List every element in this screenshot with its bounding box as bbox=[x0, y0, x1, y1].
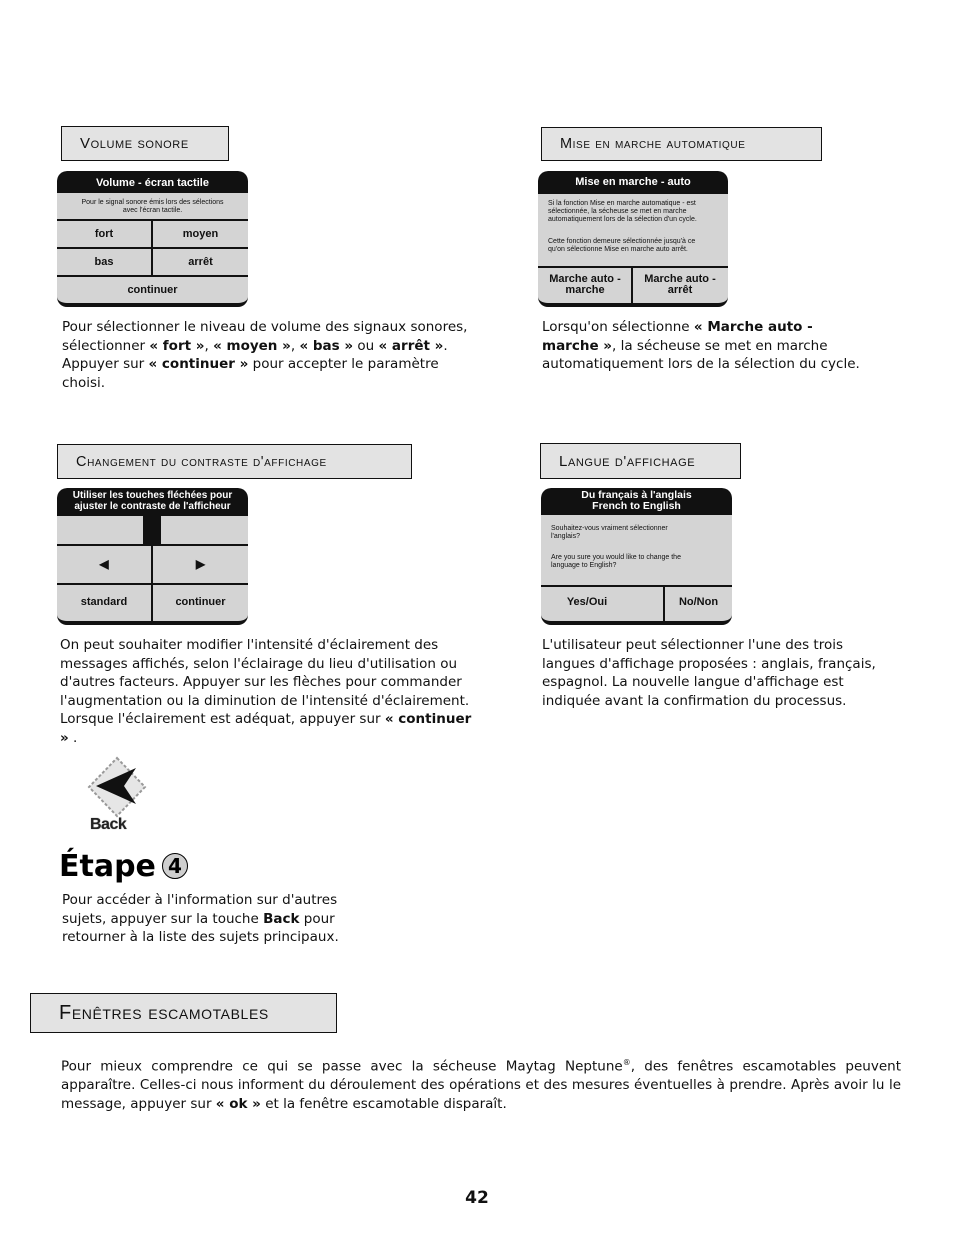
contrast-heading: Changement du contraste d'affichage bbox=[57, 444, 412, 479]
contrast-standard-button[interactable]: standard bbox=[80, 595, 128, 608]
contrast-description: On peut souhaiter modifier l'intensité d'éclairement des messages affichés, selon l'éclairage du lieu d'utilisation ou d'autres facteurs. Appuyer sur les flèches pour commander l'augmentation ou la diminution de l'intensité d'éclairement. Lorsque l'éclairement est adéquat, appuyer sur « continuer » . bbox=[60, 637, 472, 746]
popups-description: Pour mieux comprendre ce qui se passe avec la sécheuse Maytag Neptune®, des fenêtres escamotables peuvent apparaître. Celles-ci nous informent du déroulement des opérations et des mesures éventuelles à prendre. Après avoir lu le message, appuyer sur « ok » et la fenêtre escamotable disparaît. bbox=[61, 1058, 901, 1112]
volume-moyen-button[interactable]: moyen bbox=[182, 227, 219, 240]
step-title: Étape 4 bbox=[59, 849, 188, 884]
volume-fort-button[interactable]: fort bbox=[94, 227, 114, 240]
auto-start-screen-message-2: Cette fonction demeure sélectionnée jusqu'à ce qu'on sélectionne Mise en marche auto arrêt. bbox=[548, 238, 696, 253]
contrast-decrease-button[interactable] bbox=[57, 546, 151, 583]
language-screen-message-fr: Souhaitez-vous vraiment sélectionner l'anglais? bbox=[551, 525, 668, 540]
volume-arret-button[interactable]: arrêt bbox=[188, 255, 213, 268]
auto-start-on-button[interactable]: Marche auto - marche bbox=[549, 273, 621, 296]
contrast-increase-button[interactable] bbox=[153, 546, 248, 583]
volume-screen bbox=[57, 171, 248, 307]
volume-screen-header: Volume - écran tactile bbox=[57, 171, 248, 193]
auto-start-heading: Mise en marche automatique bbox=[541, 127, 822, 161]
popups-heading: Fenêtres escamotables bbox=[30, 993, 337, 1033]
auto-start-screen bbox=[538, 171, 728, 307]
volume-description: Pour sélectionner le niveau de volume des signaux sonores, sélectionner « fort », « moyen », « bas » ou « arrêt ». Appuyer sur « continuer » pour accepter le paramètre choisi. bbox=[62, 319, 468, 391]
auto-start-screen-header: Mise en marche - auto bbox=[538, 171, 728, 194]
auto-start-off-button[interactable]: Marche auto - arrêt bbox=[644, 273, 716, 296]
back-label: Back bbox=[90, 816, 127, 833]
language-screen-header: Du français à l'anglais French to English bbox=[541, 488, 732, 515]
language-yes-button[interactable]: Yes/Oui bbox=[566, 595, 608, 608]
language-description: L'utilisateur peut sélectionner l'une des trois langues d'affichage proposées : anglais, français, espagnol. La nouvelle langue d'affichage est indiquée avant la confirmation du processus. bbox=[542, 637, 876, 709]
right-arrow-icon: ▶ bbox=[195, 557, 206, 571]
left-arrow-icon: ◀ bbox=[99, 557, 109, 571]
volume-screen-message: Pour le signal sonore émis lors des sélections avec l'écran tactile. bbox=[81, 199, 224, 214]
page-number: 42 bbox=[465, 1188, 489, 1208]
back-arrow-icon bbox=[86, 756, 148, 818]
contrast-screen-header: Utiliser les touches fléchées pour ajuster le contraste de l'afficheur bbox=[57, 488, 248, 516]
contrast-screen bbox=[57, 488, 248, 625]
volume-bas-button[interactable]: bas bbox=[94, 255, 114, 268]
volume-continuer-button[interactable]: continuer bbox=[127, 283, 178, 296]
contrast-continuer-button[interactable]: continuer bbox=[175, 595, 226, 608]
step-number: 4 bbox=[162, 853, 188, 879]
language-screen bbox=[541, 488, 732, 625]
step-description: Pour accéder à l'information sur d'autres sujets, appuyer sur la touche Back pour retourner à la liste des sujets principaux. bbox=[62, 892, 339, 945]
language-screen-message-en: Are you sure you would like to change the language to English? bbox=[551, 554, 681, 569]
language-no-button[interactable]: No/Non bbox=[678, 595, 719, 608]
back-button[interactable] bbox=[86, 756, 148, 836]
auto-start-screen-message-1: Si la fonction Mise en marche automatique - est sélectionnée, la sécheuse se met en marche automatiquement lors de la sélection d'un cycle. bbox=[548, 200, 697, 223]
language-heading: Langue d'affichage bbox=[540, 443, 741, 479]
auto-start-description: Lorsqu'on sélectionne « Marche auto - marche », la sécheuse se met en marche automatiquement lors de la sélection du cycle. bbox=[542, 319, 860, 372]
contrast-level-indicator bbox=[143, 514, 161, 544]
volume-heading: Volume sonore bbox=[61, 126, 229, 161]
